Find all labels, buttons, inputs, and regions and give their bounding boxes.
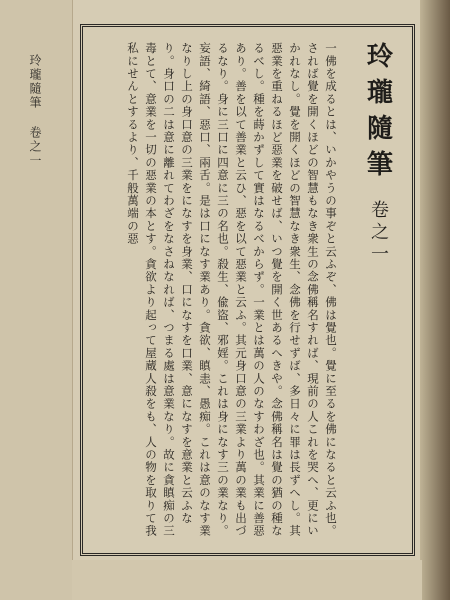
book-title: 玲瓏隨筆: [362, 42, 393, 186]
facing-page-edge: [0, 0, 73, 600]
page-edge-shadow: [420, 0, 450, 600]
running-head: 玲瓏隨筆 卷之一: [28, 54, 42, 168]
body-text: [88, 42, 340, 547]
bottom-margin: [72, 560, 422, 600]
volume-label: 卷之一: [368, 200, 389, 266]
title-block: [348, 30, 408, 310]
body-paragraph: 一佛を成るとは、いかやうの事ぞと云ふぞ、佛は覺也。覺に至るを佛になると云ふ也。されば覺を開くほどの智慧もなき衆生の念佛稱名すれば、現前の人これを哭へ、更にいかれなし。覺を開くほどの智慧なき衆生、念佛を行せずば、多日々に罪は長ずへし。其惡業を重ねるほど惡業を破せば、いつ覺を開く世あるへきや。念佛稱名は覺の猶の種なるべし。種を蒔かずして實はなるべからず。一業とは萬の人のなすわざ也。其業に善惡あり。善を以て善業と云ひ、惡を以て惡業と云ふ。其元身口意の三業より萬の業も出づるなり。身に三口に四意に三の名也。殺生、偸盜、邪婬。これは身になす三の業なり。妄語、綺語、惡口、兩舌。是は口になす業あり。貪欲、瞋恚、愚痴。これは意のなす業なりし上の身口意の三業をになすを身業、口になすを口業、意になすを意業と云ふなり。身口の二は意に離れてわざをなさねなれば、つまる處は意業なり。故に貪瞋痴の三毒とて、意業を一切の惡業の本とす。貪欲より起って屋蔵人殺をも、人の物を取りて我私にせんとするより、千般萬端の惡: [126, 42, 338, 538]
